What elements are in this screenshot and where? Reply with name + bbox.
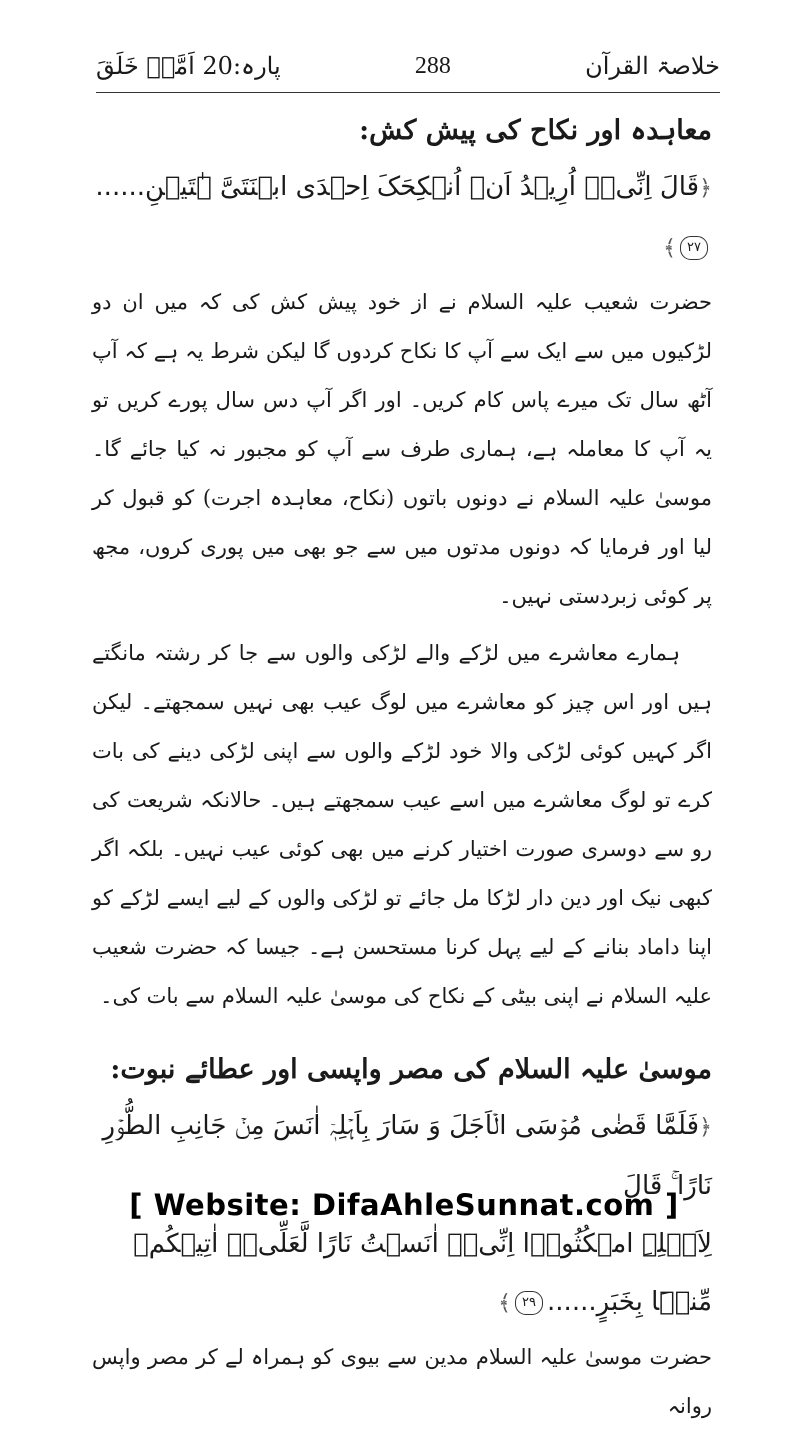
quran-verse-2-line-2 [92, 1215, 712, 1333]
section-heading-1: معاہدہ اور نکاح کی پیش کش: [359, 115, 712, 146]
website-footer: [ Website: DifaAhleSunnat.com ] [129, 1188, 679, 1222]
para-label: پارہ:20 اَمَّنۡ خَلَقَ [96, 52, 281, 80]
body-paragraph-2: ہمارے معاشرے میں لڑکے والے لڑکی والوں سے جا کر رشتہ مانگتے ہیں اور اس چیز کو معاشرے میں لوگ عیب بھی نہیں سمجھتے۔ لیکن اگر کہیں کوئی لڑکی والا خود لڑکے والوں سے اپنی لڑکی دینے کی بات کرے تو لوگ معاشرے میں اسے عیب سمجھتے ہیں۔ حالانکہ شریعت کی رو سے دوسری صورت اختیار کرنے میں بھی کوئی عیب نہیں۔ بلکہ اگر کبھی نیک اور دین دار لڑکا مل جائے تو لڑکی والوں کے لیے ایسے لڑکے کو اپنا داماد بنانے کے لیے پہل کرنا مستحسن ہے۔ جیسا کہ حضرت شعیب علیہ السلام نے اپنی بیٹی کے نکاح کی موسیٰ علیہ السلام سے بات کی۔ [92, 641, 712, 1008]
page-header [96, 40, 720, 92]
verse-text: فَلَمَّا قَضٰی مُوۡسَی الۡاَجَلَ وَ سَارَ بِاَہۡلِہٖۤ اٰنَسَ مِنۡ جَانِبِ الطُّوۡرِ نَارًا ۚ قَالَ [102, 1111, 712, 1201]
verse-open-bracket: ﴿ [699, 176, 712, 201]
verse-close-bracket: ﴾ [498, 1291, 512, 1316]
quran-verse-1 [92, 158, 712, 278]
verse-text: لِاَہۡلِہِ امۡکُثُوۡۤا اِنِّیۡۤ اٰنَسۡتُ نَارًا لَّعَلِّیۡۤ اٰتِیۡکُمۡ مِّنۡہَا بِخَبَرٍ...... [133, 1229, 712, 1317]
section-heading-2: موسیٰ علیہ السلام کی مصر واپسی اور عطائے نبوت: [110, 1054, 712, 1085]
book-title: خلاصۃ القرآن [585, 52, 720, 80]
verse-number-badge: ٢٩ [515, 1291, 543, 1315]
body-paragraph-1: حضرت شعیب علیہ السلام نے از خود پیش کش کی کہ میں ان دو لڑکیوں میں سے ایک سے آپ کا نکاح کردوں گا لیکن شرط یہ ہے کہ آپ آٹھ سال تک میرے پاس کام کریں۔ اور اگر آپ دس سال پورے کریں تو یہ آپ کا معاملہ ہے، ہماری طرف سے آپ کو مجبور نہ کیا جائے گا۔ موسیٰ علیہ السلام نے دونوں باتوں (نکاح، معاہدہ اجرت) کو قبول کر لیا اور فرمایا کہ دونوں مدتوں میں سے جو بھی میں پوری کروں، مجھ پر کوئی زبردستی نہیں۔ [92, 290, 712, 608]
body-paragraph-3: حضرت موسیٰ علیہ السلام مدین سے بیوی کو ہمراہ لے کر مصر واپس روانہ [92, 1345, 712, 1418]
verse-open-bracket: ﴿ [699, 1115, 712, 1140]
verse-number-badge: ٢٧ [680, 236, 708, 260]
verse-close-bracket: ﴾ [663, 236, 676, 261]
header-divider [96, 92, 720, 93]
verse-text: قَالَ اِنِّیۡۤ اُرِیۡدُ اَنۡ اُنۡکِحَکَ اِحۡدَی ابۡنَتَیَّ ہٰتَیۡنِ...... [95, 172, 700, 202]
page-number: 288 [414, 52, 451, 79]
page-content [92, 104, 712, 1431]
